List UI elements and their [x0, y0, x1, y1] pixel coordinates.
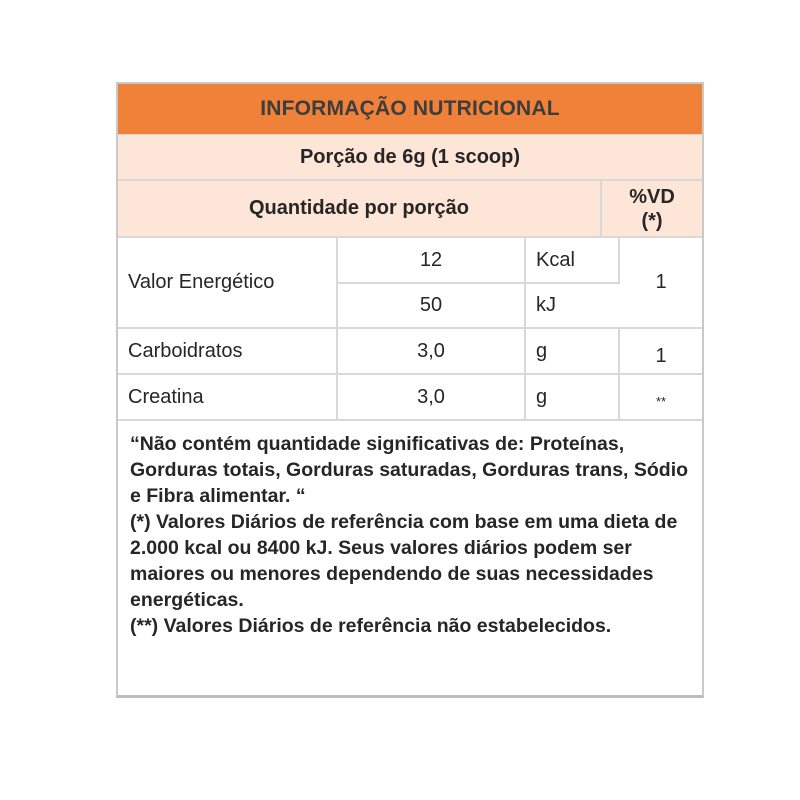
daily-value-header-line2: (*) [641, 209, 663, 232]
table-row [118, 328, 702, 374]
label-title [118, 84, 702, 135]
energy-daily-value: 1 [619, 238, 702, 328]
footnote-not-established: (**) Valores Diários de referência não estabelecidos. [130, 615, 612, 637]
table-row [118, 374, 702, 420]
quantity-per-portion-header [118, 181, 602, 236]
creatine-daily-value: ** [619, 374, 702, 420]
footnote-not-significant: “Não contém quantidade significativas de: Proteínas, Gorduras totais, Gorduras saturadas, Gorduras trans, Sódio e Fibra alimentar. “ [130, 433, 689, 507]
energy-kj-value: 50 [337, 283, 525, 328]
column-header-row [118, 181, 702, 238]
nutrient-name-creatine: Creatina [118, 374, 337, 420]
nutrient-table [118, 238, 702, 421]
nutrient-name-carbs: Carboidratos [118, 328, 337, 374]
nutrition-facts-label [116, 82, 704, 698]
energy-kj-unit: kJ [525, 283, 619, 328]
footnote-daily-values: (*) Valores Diários de referência com base em uma dieta de 2.000 kcal ou 8400 kJ. Seus valores diários podem ser maiores ou menores dependendo de suas necessidades energéticas. [130, 511, 678, 611]
carbs-value: 3,0 [337, 328, 525, 374]
nutrient-name-energy: Valor Energético [118, 238, 337, 328]
creatine-value: 3,0 [337, 374, 525, 420]
carbs-daily-value: 1 [619, 328, 702, 374]
energy-kcal-unit: Kcal [525, 238, 619, 283]
portion-size-text: Porção de 6g (1 scoop) [299, 145, 521, 168]
quantity-per-portion-text: Quantidade por porção [248, 197, 470, 219]
energy-kcal-value: 12 [337, 238, 525, 283]
carbs-unit: g [525, 328, 619, 374]
table-row [118, 238, 702, 283]
daily-value-header [602, 181, 702, 236]
creatine-unit: g [525, 374, 619, 420]
label-title-text: INFORMAÇÃO NUTRICIONAL [260, 97, 560, 120]
portion-size [118, 135, 702, 181]
daily-value-header-line1: %VD [629, 185, 675, 208]
footnotes [118, 421, 702, 639]
